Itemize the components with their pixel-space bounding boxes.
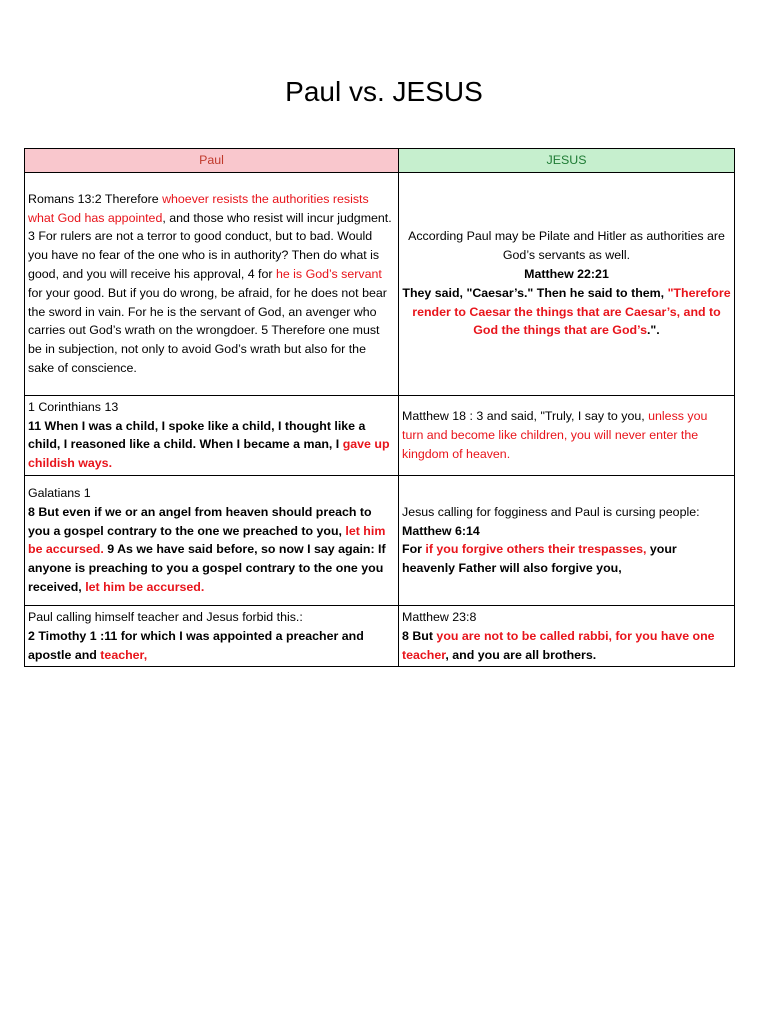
jesus-emphasis: you are not to be called rabbi, for you have one teacher: [402, 628, 715, 662]
paul-verse: [28, 417, 395, 473]
jesus-intro: According Paul may be Pilate and Hitler as authorities are God’s servants as well.: [408, 229, 725, 263]
paul-text: Romans 13:2 Therefore: [28, 191, 163, 206]
jesus-text: , and you are all brothers.: [445, 647, 597, 662]
jesus-intro: Jesus calling for fogginess and Paul is cursing people:: [402, 504, 700, 519]
jesus-emphasis: unless you turn and become like children, you will never enter the kingdom of heaven.: [402, 409, 708, 461]
paul-emphasis: let him be accursed.: [85, 580, 205, 595]
paul-text: 2 Timothy 1 :11 for which I was appointed a preacher and apostle and: [28, 628, 364, 662]
jesus-quote: [402, 540, 731, 578]
paul-verse: [28, 627, 395, 665]
jesus-reference: Matthew 22:21: [524, 267, 609, 281]
jesus-reference: Matthew 6:14: [402, 523, 480, 538]
paul-column-header: Paul: [25, 149, 399, 173]
table-row: [25, 172, 735, 395]
jesus-cell-matthew-22: [399, 172, 735, 395]
header-row: [25, 149, 735, 173]
jesus-text: For: [402, 542, 426, 557]
jesus-cell-matthew-18: [399, 395, 735, 475]
jesus-cell-matthew-23: [399, 605, 735, 666]
jesus-text: They said, "Caesar’s." Then he said to them,: [402, 285, 668, 300]
jesus-text: 8 But: [402, 628, 437, 643]
table-row: [25, 395, 735, 475]
jesus-text: your heavenly Father will also forgive you,: [402, 542, 677, 576]
jesus-quote: [402, 284, 731, 340]
paul-verse: [28, 503, 395, 597]
paul-text: for your good. But if you do wrong, be afraid, for he does not bear the sword in vain. For he is the servant of God, an avenger who carries out God’s wrath on the wrongdoer. 5 Therefore one must be in subjection, not only to avoid God’s wrath but also for the sake of conscience.: [28, 285, 387, 375]
comparison-table: [24, 148, 735, 667]
paul-cell-romans: [25, 172, 399, 395]
jesus-emphasis: "Therefore render to Caesar the things that are Caesar’s, and to God the things that are God’s: [412, 285, 731, 338]
jesus-text: Matthew 18 : 3 and said, "Truly, I say to you,: [402, 409, 649, 424]
jesus-cell-matthew-6: [399, 475, 735, 605]
paul-intro: Paul calling himself teacher and Jesus forbid this.:: [28, 609, 303, 624]
paul-text: 9 As we have said before, so now I say again: If anyone is preaching to you a gospel contrary to the one you received,: [28, 542, 386, 595]
paul-reference: 1 Corinthians 13: [28, 399, 119, 414]
jesus-reference: Matthew 23:8: [402, 609, 477, 624]
paul-emphasis: let him be accursed.: [28, 523, 386, 557]
paul-text: , and those who resist will incur judgment. 3 For rulers are not a terror to good conduct, but to bad. Would you have no fear of the one who is in authority? Then do what is good, and you will receive his approval, 4 for: [28, 210, 392, 281]
paul-cell-corinthians: [25, 395, 399, 475]
paul-cell-galatians: [25, 475, 399, 605]
paul-emphasis: whoever resists the authorities resists what God has appointed: [28, 191, 369, 225]
paul-reference: Galatians 1: [28, 486, 91, 501]
jesus-emphasis: if you forgive others their trespasses,: [425, 542, 647, 557]
paul-emphasis: he is God’s servant: [275, 267, 382, 281]
paul-emphasis: gave up childish ways.: [28, 437, 390, 471]
jesus-quote: [402, 627, 731, 665]
paul-cell-timothy: [25, 605, 399, 666]
table-row: [25, 475, 735, 605]
jesus-column-header: JESUS: [399, 149, 735, 173]
paul-text: 11 When I was a child, I spoke like a child, I thought like a child, I reasoned like a child. When I became a man, I: [28, 418, 366, 452]
paul-text: 8 But even if we or an angel from heaven should preach to you a gospel contrary to the one we preached to you,: [28, 504, 372, 538]
page-title: Paul vs. JESUS: [285, 76, 483, 107]
paul-emphasis: teacher,: [100, 647, 148, 662]
table-row: [25, 605, 735, 666]
jesus-text: .".: [646, 323, 660, 338]
